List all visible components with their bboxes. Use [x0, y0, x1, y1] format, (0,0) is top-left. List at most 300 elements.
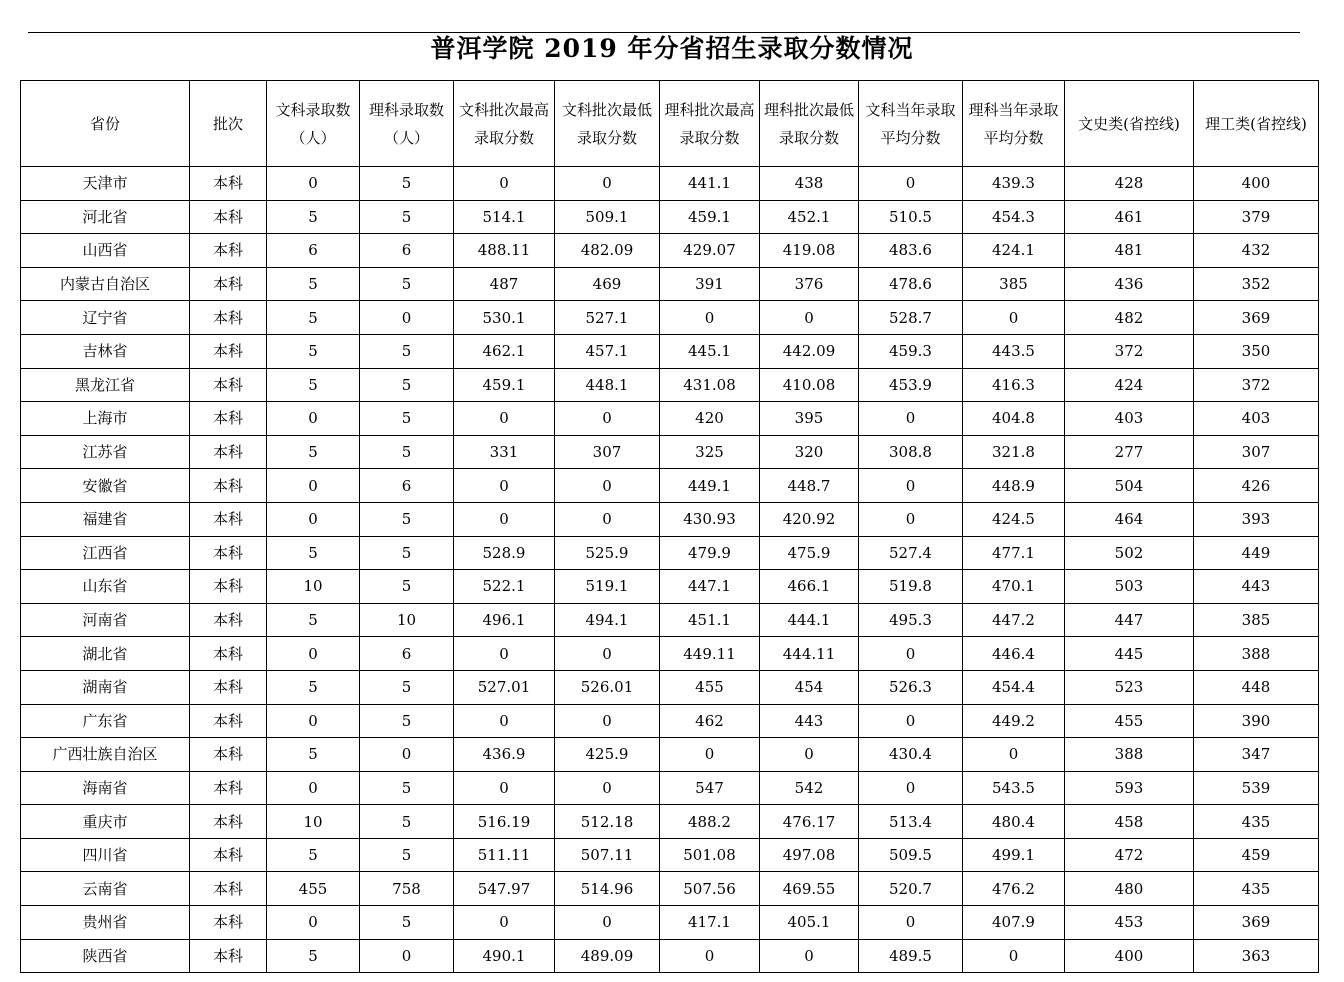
cell-arts-control-line: 523 — [1065, 670, 1194, 704]
cell-arts-control-line: 464 — [1065, 502, 1194, 536]
cell-arts-min-score: 0 — [555, 167, 660, 201]
cell-batch: 本科 — [190, 536, 267, 570]
cell-batch: 本科 — [190, 502, 267, 536]
cell-science-control-line: 459 — [1194, 838, 1319, 872]
cell-province: 内蒙古自治区 — [21, 267, 190, 301]
cell-science-min-score: 443 — [760, 704, 859, 738]
cell-science-avg-score: 477.1 — [963, 536, 1065, 570]
cell-arts-max-score: 0 — [454, 469, 555, 503]
table-row — [21, 670, 1319, 704]
table-row — [21, 502, 1319, 536]
cell-arts-max-score: 496.1 — [454, 603, 555, 637]
cell-province: 辽宁省 — [21, 301, 190, 335]
cell-science-min-score: 452.1 — [760, 200, 859, 234]
cell-province: 江西省 — [21, 536, 190, 570]
cell-arts-avg-score: 510.5 — [859, 200, 963, 234]
cell-arts-max-score: 0 — [454, 637, 555, 671]
cell-arts-max-score: 0 — [454, 502, 555, 536]
cell-science-avg-score: 476.2 — [963, 872, 1065, 906]
cell-science-min-score: 405.1 — [760, 906, 859, 940]
cell-science-avg-score: 543.5 — [963, 771, 1065, 805]
cell-science-enrolled: 6 — [360, 469, 454, 503]
cell-arts-max-score: 490.1 — [454, 939, 555, 973]
cell-province: 福建省 — [21, 502, 190, 536]
cell-province: 江苏省 — [21, 435, 190, 469]
table-row — [21, 334, 1319, 368]
cell-science-control-line: 363 — [1194, 939, 1319, 973]
cell-arts-control-line: 461 — [1065, 200, 1194, 234]
cell-science-min-score: 444.11 — [760, 637, 859, 671]
cell-arts-enrolled: 0 — [267, 402, 360, 436]
page-title: 普洱学院 2019 年分省招生录取分数情况 — [430, 34, 914, 63]
cell-science-min-score: 497.08 — [760, 838, 859, 872]
cell-science-control-line: 347 — [1194, 738, 1319, 772]
cell-science-enrolled: 5 — [360, 200, 454, 234]
cell-arts-enrolled: 0 — [267, 167, 360, 201]
cell-science-max-score: 430.93 — [660, 502, 760, 536]
cell-arts-avg-score: 489.5 — [859, 939, 963, 973]
cell-arts-control-line: 482 — [1065, 301, 1194, 335]
cell-science-min-score: 395 — [760, 402, 859, 436]
cell-batch: 本科 — [190, 570, 267, 604]
cell-science-max-score: 501.08 — [660, 838, 760, 872]
column-header-science-max-score: 理科批次最高录取分数 — [660, 81, 760, 167]
cell-science-avg-score: 449.2 — [963, 704, 1065, 738]
cell-arts-avg-score: 0 — [859, 771, 963, 805]
cell-batch: 本科 — [190, 334, 267, 368]
cell-arts-enrolled: 10 — [267, 805, 360, 839]
cell-science-control-line: 435 — [1194, 872, 1319, 906]
cell-science-enrolled: 6 — [360, 234, 454, 268]
cell-arts-avg-score: 0 — [859, 704, 963, 738]
cell-science-max-score: 391 — [660, 267, 760, 301]
cell-batch: 本科 — [190, 267, 267, 301]
cell-science-max-score: 449.11 — [660, 637, 760, 671]
cell-arts-min-score: 448.1 — [555, 368, 660, 402]
cell-batch: 本科 — [190, 603, 267, 637]
cell-province: 贵州省 — [21, 906, 190, 940]
cell-arts-max-score: 511.11 — [454, 838, 555, 872]
cell-science-max-score: 420 — [660, 402, 760, 436]
cell-arts-min-score: 307 — [555, 435, 660, 469]
cell-arts-control-line: 277 — [1065, 435, 1194, 469]
table-row — [21, 402, 1319, 436]
cell-province: 吉林省 — [21, 334, 190, 368]
cell-arts-max-score: 547.97 — [454, 872, 555, 906]
cell-arts-avg-score: 0 — [859, 402, 963, 436]
cell-arts-max-score: 487 — [454, 267, 555, 301]
cell-science-min-score: 475.9 — [760, 536, 859, 570]
cell-arts-max-score: 514.1 — [454, 200, 555, 234]
cell-arts-control-line: 472 — [1065, 838, 1194, 872]
cell-batch: 本科 — [190, 670, 267, 704]
cell-science-avg-score: 424.1 — [963, 234, 1065, 268]
cell-batch: 本科 — [190, 301, 267, 335]
cell-science-control-line: 432 — [1194, 234, 1319, 268]
table-row — [21, 267, 1319, 301]
cell-province: 安徽省 — [21, 469, 190, 503]
cell-arts-avg-score: 0 — [859, 906, 963, 940]
column-header-arts-avg-score: 文科当年录取平均分数 — [859, 81, 963, 167]
cell-science-control-line: 403 — [1194, 402, 1319, 436]
cell-arts-control-line: 428 — [1065, 167, 1194, 201]
cell-arts-control-line: 503 — [1065, 570, 1194, 604]
cell-arts-control-line: 458 — [1065, 805, 1194, 839]
cell-science-enrolled: 5 — [360, 536, 454, 570]
cell-batch: 本科 — [190, 805, 267, 839]
cell-arts-max-score: 0 — [454, 771, 555, 805]
cell-arts-enrolled: 0 — [267, 906, 360, 940]
cell-arts-avg-score: 478.6 — [859, 267, 963, 301]
cell-arts-max-score: 462.1 — [454, 334, 555, 368]
cell-arts-avg-score: 495.3 — [859, 603, 963, 637]
cell-arts-min-score: 0 — [555, 704, 660, 738]
cell-arts-min-score: 482.09 — [555, 234, 660, 268]
cell-science-control-line: 426 — [1194, 469, 1319, 503]
cell-arts-min-score: 0 — [555, 402, 660, 436]
cell-arts-avg-score: 520.7 — [859, 872, 963, 906]
cell-science-enrolled: 5 — [360, 402, 454, 436]
cell-batch: 本科 — [190, 906, 267, 940]
cell-science-max-score: 507.56 — [660, 872, 760, 906]
cell-science-enrolled: 5 — [360, 771, 454, 805]
cell-arts-control-line: 504 — [1065, 469, 1194, 503]
cell-arts-control-line: 388 — [1065, 738, 1194, 772]
cell-science-max-score: 0 — [660, 939, 760, 973]
cell-arts-enrolled: 5 — [267, 200, 360, 234]
cell-arts-avg-score: 0 — [859, 167, 963, 201]
cell-science-avg-score: 448.9 — [963, 469, 1065, 503]
cell-arts-enrolled: 0 — [267, 469, 360, 503]
cell-arts-min-score: 494.1 — [555, 603, 660, 637]
cell-science-enrolled: 0 — [360, 939, 454, 973]
cell-science-control-line: 435 — [1194, 805, 1319, 839]
cell-arts-enrolled: 0 — [267, 704, 360, 738]
column-header-science-control-line: 理工类(省控线) — [1194, 81, 1319, 167]
cell-science-enrolled: 5 — [360, 838, 454, 872]
cell-science-avg-score: 385 — [963, 267, 1065, 301]
column-header-arts-control-line: 文史类(省控线) — [1065, 81, 1194, 167]
cell-science-avg-score: 443.5 — [963, 334, 1065, 368]
cell-science-avg-score: 0 — [963, 939, 1065, 973]
cell-batch: 本科 — [190, 234, 267, 268]
cell-arts-min-score: 519.1 — [555, 570, 660, 604]
cell-arts-enrolled: 5 — [267, 838, 360, 872]
cell-science-min-score: 444.1 — [760, 603, 859, 637]
cell-science-control-line: 448 — [1194, 670, 1319, 704]
cell-arts-enrolled: 5 — [267, 267, 360, 301]
cell-province: 湖北省 — [21, 637, 190, 671]
cell-batch: 本科 — [190, 872, 267, 906]
cell-science-enrolled: 5 — [360, 570, 454, 604]
cell-arts-avg-score: 430.4 — [859, 738, 963, 772]
cell-science-avg-score: 407.9 — [963, 906, 1065, 940]
cell-science-min-score: 376 — [760, 267, 859, 301]
column-header-batch: 批次 — [190, 81, 267, 167]
cell-science-min-score: 320 — [760, 435, 859, 469]
column-header-science-min-score: 理科批次最低录取分数 — [760, 81, 859, 167]
cell-science-control-line: 393 — [1194, 502, 1319, 536]
cell-province: 湖南省 — [21, 670, 190, 704]
cell-arts-control-line: 403 — [1065, 402, 1194, 436]
cell-batch: 本科 — [190, 200, 267, 234]
table-row — [21, 838, 1319, 872]
cell-science-min-score: 476.17 — [760, 805, 859, 839]
cell-arts-enrolled: 5 — [267, 301, 360, 335]
cell-arts-control-line: 445 — [1065, 637, 1194, 671]
table-row — [21, 906, 1319, 940]
cell-science-avg-score: 446.4 — [963, 637, 1065, 671]
cell-science-control-line: 379 — [1194, 200, 1319, 234]
cell-science-min-score: 448.7 — [760, 469, 859, 503]
cell-science-enrolled: 5 — [360, 805, 454, 839]
cell-arts-enrolled: 0 — [267, 502, 360, 536]
cell-province: 海南省 — [21, 771, 190, 805]
cell-province: 山东省 — [21, 570, 190, 604]
table-row — [21, 234, 1319, 268]
cell-arts-enrolled: 5 — [267, 738, 360, 772]
cell-arts-avg-score: 528.7 — [859, 301, 963, 335]
cell-science-max-score: 459.1 — [660, 200, 760, 234]
column-header-science-avg-score: 理科当年录取平均分数 — [963, 81, 1065, 167]
cell-arts-avg-score: 513.4 — [859, 805, 963, 839]
cell-arts-enrolled: 5 — [267, 536, 360, 570]
cell-arts-control-line: 455 — [1065, 704, 1194, 738]
cell-arts-max-score: 436.9 — [454, 738, 555, 772]
cell-province: 天津市 — [21, 167, 190, 201]
cell-science-control-line: 390 — [1194, 704, 1319, 738]
cell-science-max-score: 455 — [660, 670, 760, 704]
cell-arts-max-score: 522.1 — [454, 570, 555, 604]
cell-science-max-score: 429.07 — [660, 234, 760, 268]
cell-province: 广西壮族自治区 — [21, 738, 190, 772]
cell-science-max-score: 445.1 — [660, 334, 760, 368]
cell-arts-enrolled: 5 — [267, 368, 360, 402]
cell-science-enrolled: 5 — [360, 368, 454, 402]
cell-science-max-score: 479.9 — [660, 536, 760, 570]
cell-science-enrolled: 0 — [360, 301, 454, 335]
cell-batch: 本科 — [190, 637, 267, 671]
column-header-arts-enrolled: 文科录取数（人） — [267, 81, 360, 167]
cell-arts-min-score: 0 — [555, 637, 660, 671]
admission-scores-table — [20, 80, 1319, 973]
cell-science-enrolled: 5 — [360, 267, 454, 301]
cell-science-avg-score: 404.8 — [963, 402, 1065, 436]
cell-arts-max-score: 527.01 — [454, 670, 555, 704]
cell-science-control-line: 350 — [1194, 334, 1319, 368]
cell-science-enrolled: 5 — [360, 167, 454, 201]
table-row — [21, 738, 1319, 772]
cell-arts-min-score: 525.9 — [555, 536, 660, 570]
cell-province: 上海市 — [21, 402, 190, 436]
cell-science-avg-score: 424.5 — [963, 502, 1065, 536]
cell-science-control-line: 400 — [1194, 167, 1319, 201]
cell-arts-enrolled: 5 — [267, 334, 360, 368]
cell-batch: 本科 — [190, 167, 267, 201]
cell-arts-avg-score: 0 — [859, 637, 963, 671]
cell-science-avg-score: 454.3 — [963, 200, 1065, 234]
column-header-arts-max-score: 文科批次最高录取分数 — [454, 81, 555, 167]
cell-science-min-score: 420.92 — [760, 502, 859, 536]
cell-science-enrolled: 0 — [360, 738, 454, 772]
cell-batch: 本科 — [190, 368, 267, 402]
cell-province: 重庆市 — [21, 805, 190, 839]
table-row — [21, 939, 1319, 973]
cell-arts-enrolled: 6 — [267, 234, 360, 268]
cell-science-max-score: 447.1 — [660, 570, 760, 604]
cell-arts-min-score: 0 — [555, 469, 660, 503]
cell-science-enrolled: 5 — [360, 334, 454, 368]
cell-science-enrolled: 5 — [360, 502, 454, 536]
table-row — [21, 200, 1319, 234]
cell-arts-min-score: 509.1 — [555, 200, 660, 234]
table-row — [21, 536, 1319, 570]
cell-science-control-line: 372 — [1194, 368, 1319, 402]
cell-arts-max-score: 488.11 — [454, 234, 555, 268]
cell-arts-avg-score: 453.9 — [859, 368, 963, 402]
cell-science-avg-score: 439.3 — [963, 167, 1065, 201]
cell-batch: 本科 — [190, 771, 267, 805]
cell-arts-max-score: 0 — [454, 906, 555, 940]
cell-science-max-score: 451.1 — [660, 603, 760, 637]
cell-science-enrolled: 6 — [360, 637, 454, 671]
cell-arts-enrolled: 5 — [267, 435, 360, 469]
cell-arts-min-score: 507.11 — [555, 838, 660, 872]
cell-arts-enrolled: 455 — [267, 872, 360, 906]
table-row — [21, 469, 1319, 503]
table-header-row — [21, 81, 1319, 167]
cell-science-min-score: 0 — [760, 301, 859, 335]
cell-science-min-score: 466.1 — [760, 570, 859, 604]
cell-science-min-score: 469.55 — [760, 872, 859, 906]
cell-arts-enrolled: 0 — [267, 637, 360, 671]
cell-province: 黑龙江省 — [21, 368, 190, 402]
cell-science-control-line: 369 — [1194, 906, 1319, 940]
table-row — [21, 805, 1319, 839]
cell-arts-min-score: 0 — [555, 906, 660, 940]
cell-arts-enrolled: 5 — [267, 670, 360, 704]
cell-science-avg-score: 321.8 — [963, 435, 1065, 469]
cell-science-control-line: 352 — [1194, 267, 1319, 301]
cell-arts-max-score: 530.1 — [454, 301, 555, 335]
cell-arts-min-score: 457.1 — [555, 334, 660, 368]
table-row — [21, 301, 1319, 335]
cell-arts-control-line: 453 — [1065, 906, 1194, 940]
table-body — [21, 167, 1319, 973]
cell-arts-enrolled: 5 — [267, 939, 360, 973]
cell-batch: 本科 — [190, 435, 267, 469]
cell-science-max-score: 0 — [660, 738, 760, 772]
cell-arts-min-score: 0 — [555, 771, 660, 805]
cell-science-min-score: 442.09 — [760, 334, 859, 368]
cell-province: 云南省 — [21, 872, 190, 906]
cell-science-min-score: 542 — [760, 771, 859, 805]
cell-arts-control-line: 502 — [1065, 536, 1194, 570]
cell-province: 山西省 — [21, 234, 190, 268]
cell-province: 河北省 — [21, 200, 190, 234]
cell-science-control-line: 449 — [1194, 536, 1319, 570]
cell-science-avg-score: 416.3 — [963, 368, 1065, 402]
cell-arts-avg-score: 308.8 — [859, 435, 963, 469]
column-header-province: 省份 — [21, 81, 190, 167]
cell-science-control-line: 369 — [1194, 301, 1319, 335]
cell-arts-avg-score: 509.5 — [859, 838, 963, 872]
cell-arts-max-score: 0 — [454, 402, 555, 436]
cell-arts-max-score: 0 — [454, 167, 555, 201]
cell-arts-control-line: 424 — [1065, 368, 1194, 402]
cell-science-max-score: 462 — [660, 704, 760, 738]
cell-science-avg-score: 0 — [963, 738, 1065, 772]
cell-science-min-score: 454 — [760, 670, 859, 704]
cell-science-max-score: 547 — [660, 771, 760, 805]
cell-arts-enrolled: 0 — [267, 771, 360, 805]
table-row — [21, 704, 1319, 738]
cell-arts-avg-score: 459.3 — [859, 334, 963, 368]
column-header-science-enrolled: 理科录取数（人） — [360, 81, 454, 167]
cell-science-control-line: 307 — [1194, 435, 1319, 469]
cell-science-enrolled: 758 — [360, 872, 454, 906]
cell-science-enrolled: 5 — [360, 670, 454, 704]
cell-science-max-score: 431.08 — [660, 368, 760, 402]
cell-science-enrolled: 5 — [360, 906, 454, 940]
cell-arts-control-line: 372 — [1065, 334, 1194, 368]
cell-arts-control-line: 593 — [1065, 771, 1194, 805]
cell-science-avg-score: 447.2 — [963, 603, 1065, 637]
cell-batch: 本科 — [190, 939, 267, 973]
cell-arts-control-line: 481 — [1065, 234, 1194, 268]
cell-science-max-score: 417.1 — [660, 906, 760, 940]
cell-science-max-score: 488.2 — [660, 805, 760, 839]
table-row — [21, 167, 1319, 201]
cell-science-control-line: 443 — [1194, 570, 1319, 604]
cell-arts-control-line: 400 — [1065, 939, 1194, 973]
cell-batch: 本科 — [190, 402, 267, 436]
cell-arts-avg-score: 483.6 — [859, 234, 963, 268]
cell-science-avg-score: 480.4 — [963, 805, 1065, 839]
cell-arts-avg-score: 0 — [859, 469, 963, 503]
cell-arts-max-score: 516.19 — [454, 805, 555, 839]
cell-province: 陕西省 — [21, 939, 190, 973]
cell-science-max-score: 0 — [660, 301, 760, 335]
table-row — [21, 872, 1319, 906]
cell-batch: 本科 — [190, 838, 267, 872]
cell-science-enrolled: 5 — [360, 435, 454, 469]
cell-arts-avg-score: 527.4 — [859, 536, 963, 570]
cell-arts-max-score: 528.9 — [454, 536, 555, 570]
cell-science-max-score: 441.1 — [660, 167, 760, 201]
table-row — [21, 771, 1319, 805]
cell-arts-avg-score: 0 — [859, 502, 963, 536]
cell-arts-avg-score: 526.3 — [859, 670, 963, 704]
cell-science-enrolled: 10 — [360, 603, 454, 637]
cell-arts-max-score: 331 — [454, 435, 555, 469]
cell-arts-min-score: 425.9 — [555, 738, 660, 772]
cell-province: 河南省 — [21, 603, 190, 637]
table-row — [21, 603, 1319, 637]
cell-arts-min-score: 489.09 — [555, 939, 660, 973]
cell-science-min-score: 438 — [760, 167, 859, 201]
cell-science-avg-score: 499.1 — [963, 838, 1065, 872]
cell-science-control-line: 385 — [1194, 603, 1319, 637]
cell-science-min-score: 410.08 — [760, 368, 859, 402]
cell-science-avg-score: 0 — [963, 301, 1065, 335]
cell-arts-control-line: 447 — [1065, 603, 1194, 637]
cell-science-max-score: 325 — [660, 435, 760, 469]
cell-arts-min-score: 514.96 — [555, 872, 660, 906]
table-row — [21, 368, 1319, 402]
cell-arts-min-score: 526.01 — [555, 670, 660, 704]
cell-province: 广东省 — [21, 704, 190, 738]
